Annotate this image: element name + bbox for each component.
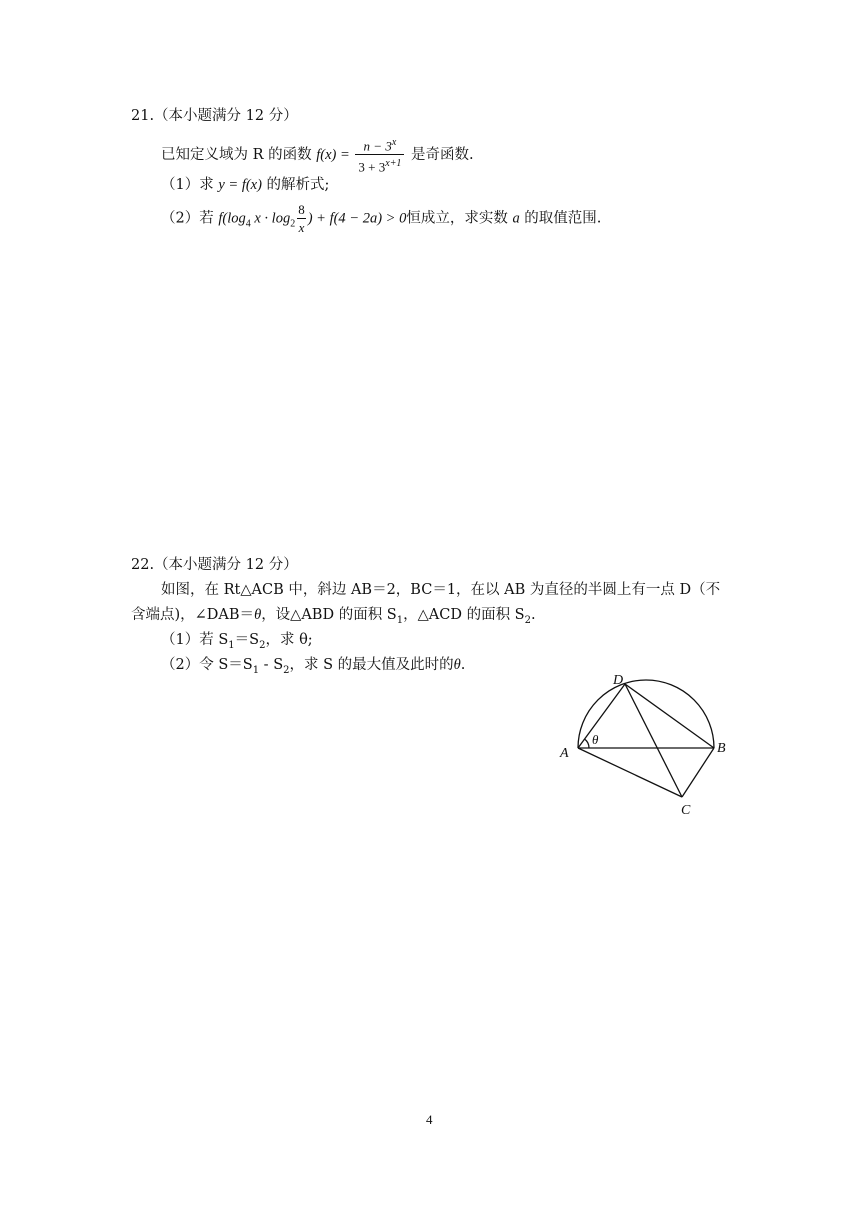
q21-stem-prefix: 已知定义域为 R 的函数 [161, 146, 317, 163]
q21-part2-suffix-b: 的取值范围. [519, 210, 602, 227]
q22-part2-sub2: 2 [283, 664, 290, 676]
label-a: A [560, 746, 569, 761]
q22-header: 22.（本小题满分 12 分） [131, 557, 298, 573]
q22-part2-c: ，求 S 的最大值及此时的 [289, 657, 454, 673]
angle-arc [585, 739, 590, 748]
q21-func-lhs: f(x) = [316, 146, 354, 163]
q21-part1-expr: y = f(x) [218, 177, 262, 193]
q22-part2-a: （2）令 S＝S [161, 657, 253, 673]
q21-part2-var: a [512, 210, 520, 227]
q22-stem-line2 [131, 605, 536, 631]
q22-sub1: 1 [396, 614, 404, 626]
q22-sub2: 2 [524, 614, 531, 626]
q21-part2-expr-a: f(log [218, 210, 246, 227]
q22-part1-c: ，求 θ; [265, 632, 313, 648]
q21-stem-suffix: 是奇函数. [406, 146, 474, 163]
q22-part2-b: - S [259, 657, 284, 673]
q21-part1-prefix: （1）求 [161, 177, 219, 193]
page-number: 4 [426, 1112, 433, 1127]
semicircle-arc [578, 680, 714, 748]
q21-part2-prefix: （2）若 [161, 210, 219, 227]
label-c: C [681, 803, 691, 818]
q22-stem-line2-b: ，设△ABD 的面积 S [261, 607, 397, 623]
q21-part2-frac-num: 8 [298, 202, 305, 217]
q22-part1 [161, 630, 313, 656]
q21-part2-sub-a: 4 [245, 218, 251, 230]
q21-part2 [161, 201, 601, 236]
q21-header: 21.（本小题满分 12 分） [131, 108, 298, 124]
q22-part1-b: ＝S [234, 632, 260, 648]
q22-stem-line1: 如图，在 Rt△ACB 中，斜边 AB＝2，BC＝1，在以 AB 为直径的半圆上有一点 D（不 [161, 582, 721, 598]
q21-part2-suffix-a: 恒成立，求实数 [406, 210, 513, 227]
q21-frac-num-sup: x [391, 137, 397, 148]
q22-theta: θ [254, 607, 262, 623]
q21-part2-fraction [297, 201, 306, 236]
q22-part2 [161, 655, 465, 681]
q22-stem-line2-d: . [531, 607, 536, 623]
q21-frac-num: n − 3 [363, 138, 392, 154]
q21-part2-expr-b: x · log [250, 210, 291, 227]
q22-stem-line2-a: 含端点)，∠DAB＝ [131, 607, 255, 623]
q21-frac-den: 3 + 3 [358, 159, 386, 175]
q21-stem [161, 134, 474, 176]
q22-part2-theta: θ [453, 657, 461, 673]
q21-part1 [161, 175, 329, 195]
q21-part2-sub-b: 2 [290, 218, 296, 230]
label-d: D [613, 673, 624, 688]
q21-part2-expr-c: ) + f(4 − 2a) > 0 [307, 210, 407, 227]
q21-part2-frac-den: x [298, 220, 305, 235]
q22-part2-sub1: 1 [252, 664, 260, 676]
segment-db [625, 684, 714, 748]
segment-ac [578, 748, 682, 797]
q21-part1-suffix: 的解析式; [261, 177, 330, 193]
q22-part2-d: . [460, 657, 466, 673]
q22-stem-line2-c: ，△ACD 的面积 S [403, 607, 525, 623]
q22-part1-a: （1）若 S [161, 632, 229, 648]
geometry-figure [555, 668, 745, 828]
q22-part1-sub1: 1 [228, 639, 235, 651]
label-b: B [717, 741, 726, 756]
q21-fraction [355, 134, 404, 176]
segment-dc [625, 684, 682, 797]
segment-bc [682, 748, 714, 797]
q21-frac-den-sup: x+1 [385, 158, 402, 170]
q22-part1-sub2: 2 [259, 639, 266, 651]
label-theta: θ [592, 732, 599, 747]
